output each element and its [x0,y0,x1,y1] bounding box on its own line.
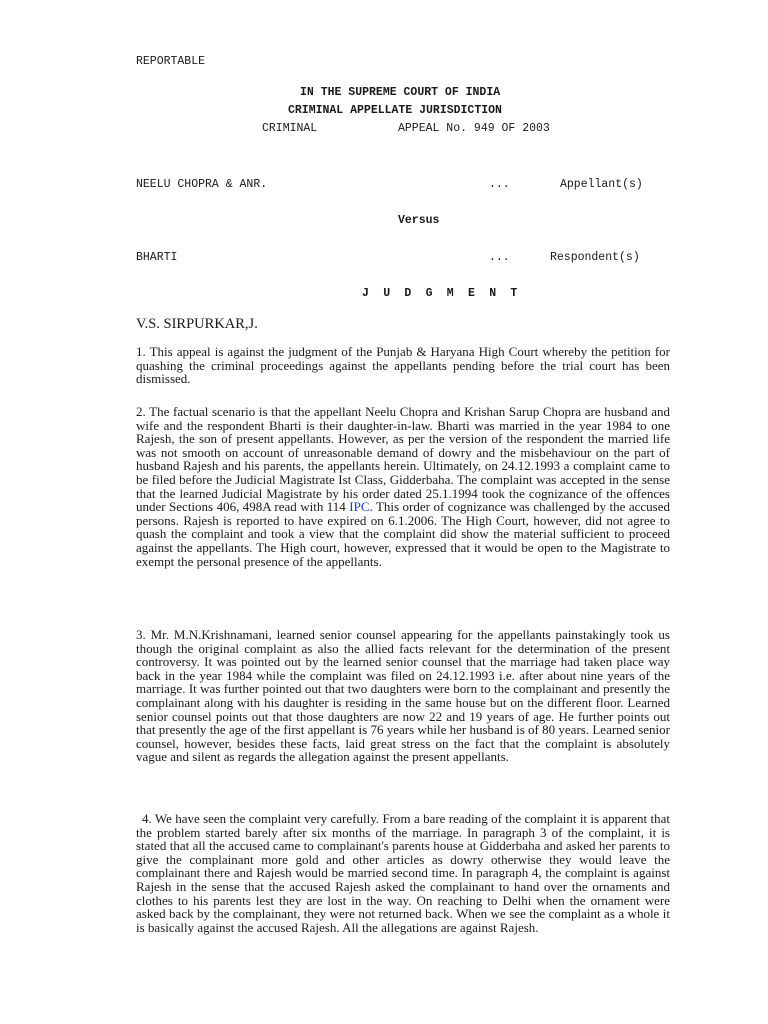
court-name: IN THE SUPREME COURT OF INDIA [300,86,501,99]
reportable-label: REPORTABLE [136,55,206,68]
judgment-heading: JUDGMENT [362,287,532,300]
respondent-role: Respondent(s) [550,251,640,264]
paragraph-3: 3. Mr. M.N.Krishnamani, learned senior counsel appearing for the appellants painstakingly took us though the original complaint as also the allied facts relevant for the determination of the present controversy. It was pointed out by the learned senior counsel that the marriage had taken place way back in the year 1984 while the complaint was filed on 24.12.1993 i.e. after about nine years of the marriage. It was further pointed out that two daughters were born to the complainant and presently the complainant along with his daughter is residing in the same house but on the different floor. Learned senior counsel points out that those daughters are now 22 and 19 years of age. He further points out that presently the age of the first appellant is 76 years while her husband is of 80 years. Learned senior counsel, however, besides these facts, laid great stress on the fact that the complaint is absolutely vague and silent as regards the allegation against the present appellants. [136,627,670,765]
jurisdiction-heading: CRIMINAL APPELLATE JURISDICTION [288,104,502,117]
appeal-type: CRIMINAL [262,122,318,135]
appeal-number: APPEAL No. 949 OF 2003 [398,122,550,135]
paragraph-2-text-end: . This order of cognizance was challenged by the accused persons. Rajesh is reported to have expired on 6.1.2006. The High Court, however, did not agree to quash the complaint and took a view that the complaint did show the material sufficient to proceed against the appellants. The High court, however, expressed that it would be open to the Magistrate to exempt the personal presence of the appellants. [136,499,671,569]
appellant-dots: ... [489,178,510,191]
respondent-dots: ... [489,251,510,264]
respondent-name: BHARTI [136,251,178,264]
appellant-name: NEELU CHOPRA & ANR. [136,178,268,191]
paragraph-2-text-start: 2. The factual scenario is that the appellant Neelu Chopra and Krishan Sarup Chopra are husband and wife and the respondent Bharti is their daughter-in-law. Bharti was married in the year 1984 to one Rajesh, the son of present appellants. However, as per the version of the respondent the married life was not smooth on account of unreasonable demand of dowry and the misbehaviour on the part of husband Rajesh and his parents, the appellants herein. Ultimately, on 24.12.1993 a complaint came to be filed before the Judicial Magistrate Ist Class, Gidderbaha. The complaint was accepted in the sense that the learned Judicial Magistrate by his order dated 25.1.1994 took the cognizance of the offences under Sections 406, 498A read with 114 [136,404,670,515]
paragraph-4: 4. We have seen the complaint very carefully. From a bare reading of the complaint it is apparent that the problem started barely after six months of the marriage. In paragraph 3 of the complaint, it is stated that all the accused came to complainant's parents house at Gidderbaha and asked her parents to give the complainant more gold and other articles as dowry otherwise they would leave the complainant there and Rajesh would be married second time. In paragraph 4, the complaint is against Rajesh in the sense that the accused Rajesh asked the complainant to hand over the ornaments and clothes to his parents lest they are lost in the way. On reaching to Delhi when the ornament were asked back by the complainant, they were not returned back. When we see the complaint as a whole it is basically against the accused Rajesh. All the allegations are against Rajesh. [136,811,670,935]
ipc-link[interactable]: IPC [349,499,370,515]
appellant-role: Appellant(s) [560,178,643,191]
versus-label: Versus [398,214,440,227]
paragraph-2 [136,405,670,568]
paragraph-1: 1. This appeal is against the judgment of the Punjab & Haryana High Court whereby the petition for quashing the criminal proceedings against the appellants pending before the trial court has been dismissed. [136,344,670,387]
judge-name: V.S. SIRPURKAR,J. [136,316,258,332]
